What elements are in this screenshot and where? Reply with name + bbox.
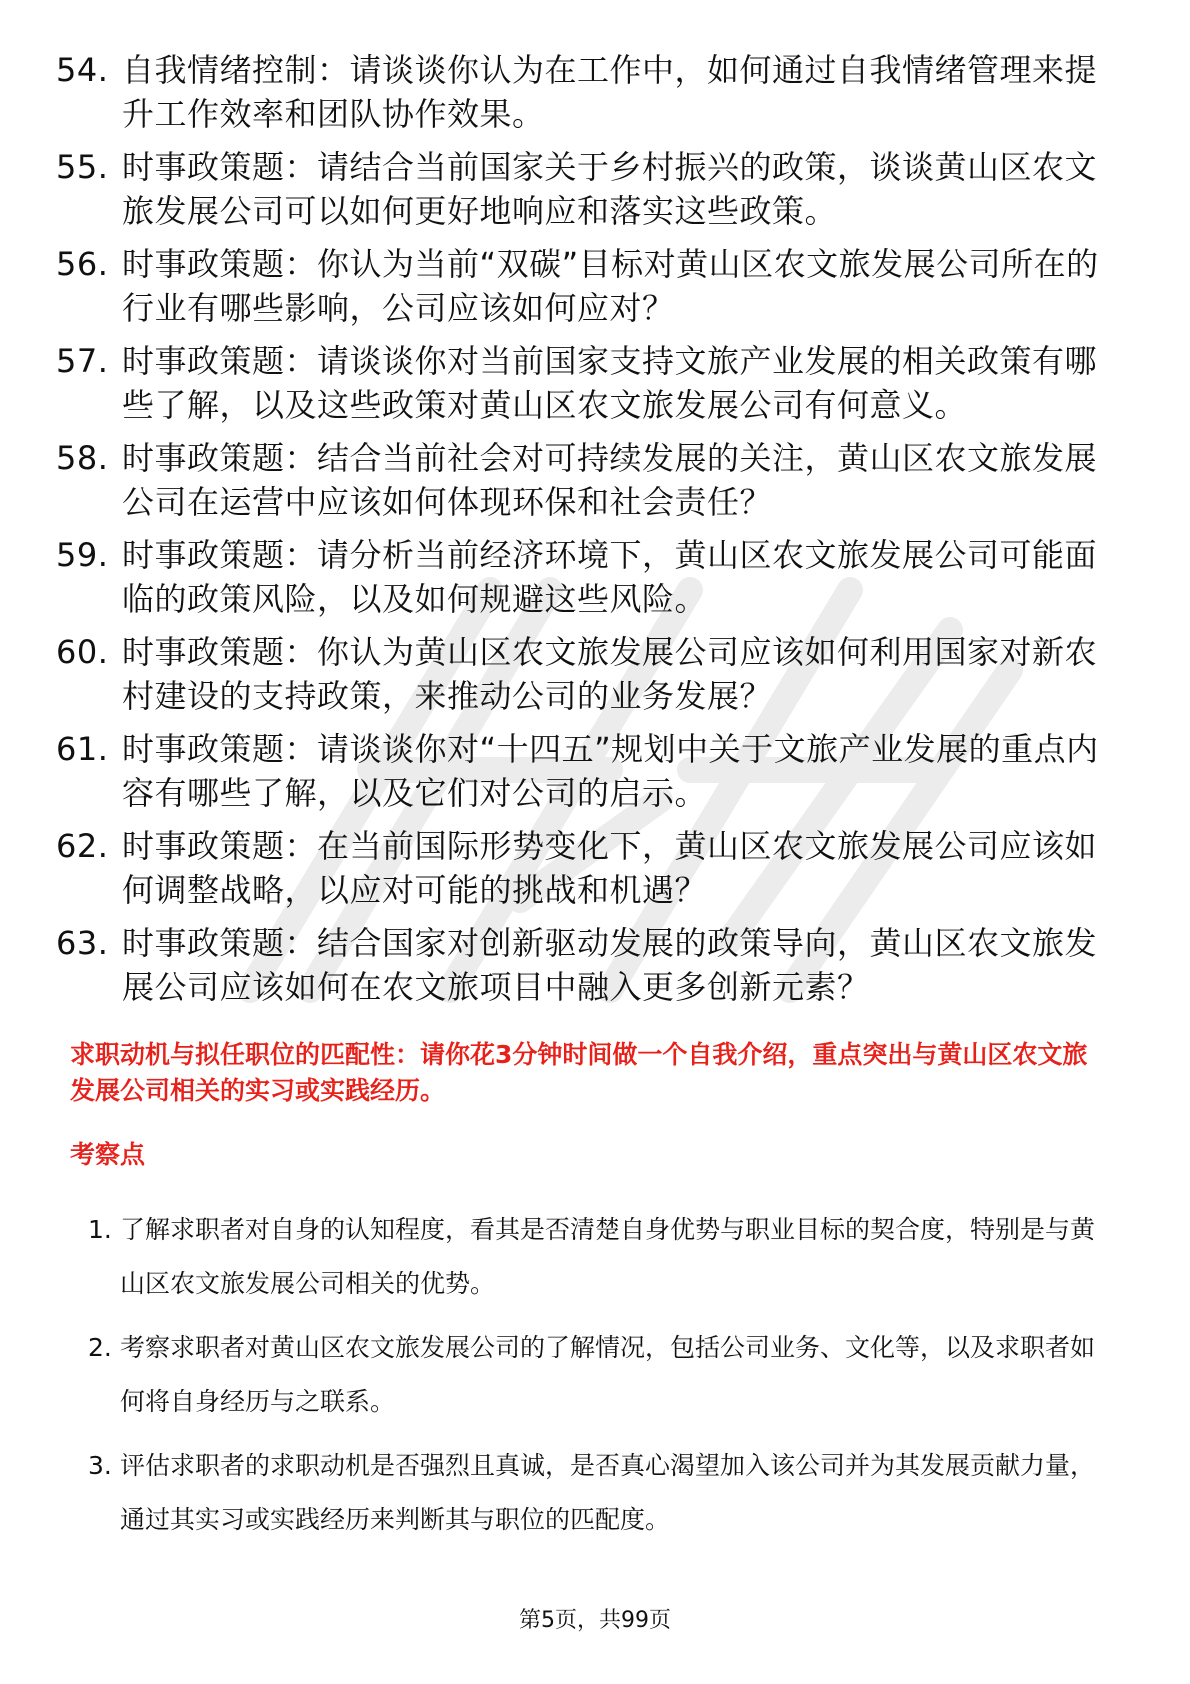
question-item <box>56 145 1106 233</box>
assessment-point <box>56 1321 1106 1429</box>
question-item <box>56 727 1106 815</box>
question-number: 56. <box>56 245 109 283</box>
question-item <box>56 533 1106 621</box>
point-text: 评估求职者的求职动机是否强烈且真诚，是否真心渴望加入该公司并为其发展贡献力量，通过其实习或实践经历来判断其与职位的匹配度。 <box>120 1451 1096 1534</box>
point-text: 考察求职者对黄山区农文旅发展公司的了解情况，包括公司业务、文化等，以及求职者如何将自身经历与之联系。 <box>120 1333 1096 1416</box>
question-number: 63. <box>56 924 109 962</box>
section-title: 考察点 <box>70 1140 146 1169</box>
point-number: 1. <box>88 1215 112 1244</box>
highlight-question: 求职动机与拟任职位的匹配性：请你花3分钟时间做一个自我介绍，重点突出与黄山区农文旅发展公司相关的实习或实践经历。 <box>70 1040 1088 1105</box>
question-text: 时事政策题：在当前国际形势变化下，黄山区农文旅发展公司应该如何调整战略，以应对可能的挑战和机遇？ <box>122 827 1098 909</box>
point-number: 3. <box>88 1451 112 1480</box>
point-number: 2. <box>88 1333 112 1362</box>
question-list <box>56 48 1106 1009</box>
question-item <box>56 436 1106 524</box>
question-text: 时事政策题：结合当前社会对可持续发展的关注，黄山区农文旅发展公司在运营中应该如何体现环保和社会责任？ <box>122 439 1098 521</box>
question-number: 55. <box>56 148 109 186</box>
question-number: 54. <box>56 51 109 89</box>
question-number: 59. <box>56 536 109 574</box>
question-number: 62. <box>56 827 109 865</box>
question-text: 时事政策题：你认为当前“双碳”目标对黄山区农文旅发展公司所在的行业有哪些影响，公司应该如何应对？ <box>122 245 1099 327</box>
page-content <box>56 48 1106 1557</box>
question-number: 58. <box>56 439 109 477</box>
assessment-point <box>56 1439 1106 1547</box>
question-text: 时事政策题：你认为黄山区农文旅发展公司应该如何利用国家对新农村建设的支持政策，来推动公司的业务发展？ <box>122 633 1098 715</box>
question-text: 自我情绪控制：请谈谈你认为在工作中，如何通过自我情绪管理来提升工作效率和团队协作效果。 <box>122 51 1098 133</box>
question-text: 时事政策题：请结合当前国家关于乡村振兴的政策，谈谈黄山区农文旅发展公司可以如何更好地响应和落实这些政策。 <box>122 148 1098 230</box>
question-number: 61. <box>56 730 109 768</box>
question-number: 57. <box>56 342 109 380</box>
question-item <box>56 824 1106 912</box>
question-item <box>56 921 1106 1009</box>
question-item <box>56 339 1106 427</box>
question-item <box>56 242 1106 330</box>
question-text: 时事政策题：请谈谈你对当前国家支持文旅产业发展的相关政策有哪些了解，以及这些政策对黄山区农文旅发展公司有何意义。 <box>122 342 1098 424</box>
question-text: 时事政策题：请分析当前经济环境下，黄山区农文旅发展公司可能面临的政策风险，以及如何规避这些风险。 <box>122 536 1098 618</box>
assessment-points-list <box>56 1203 1106 1547</box>
assessment-point <box>56 1203 1106 1311</box>
question-number: 60. <box>56 633 109 671</box>
point-text: 了解求职者对自身的认知程度，看其是否清楚自身优势与职业目标的契合度，特别是与黄山区农文旅发展公司相关的优势。 <box>120 1215 1096 1298</box>
question-text: 时事政策题：结合国家对创新驱动发展的政策导向，黄山区农文旅发展公司应该如何在农文旅项目中融入更多创新元素？ <box>122 924 1098 1006</box>
question-item <box>56 48 1106 136</box>
page-number-footer: 第5页，共99页 <box>519 1608 671 1633</box>
question-text: 时事政策题：请谈谈你对“十四五”规划中关于文旅产业发展的重点内容有哪些了解，以及它们对公司的启示。 <box>122 730 1099 812</box>
question-item <box>56 630 1106 718</box>
